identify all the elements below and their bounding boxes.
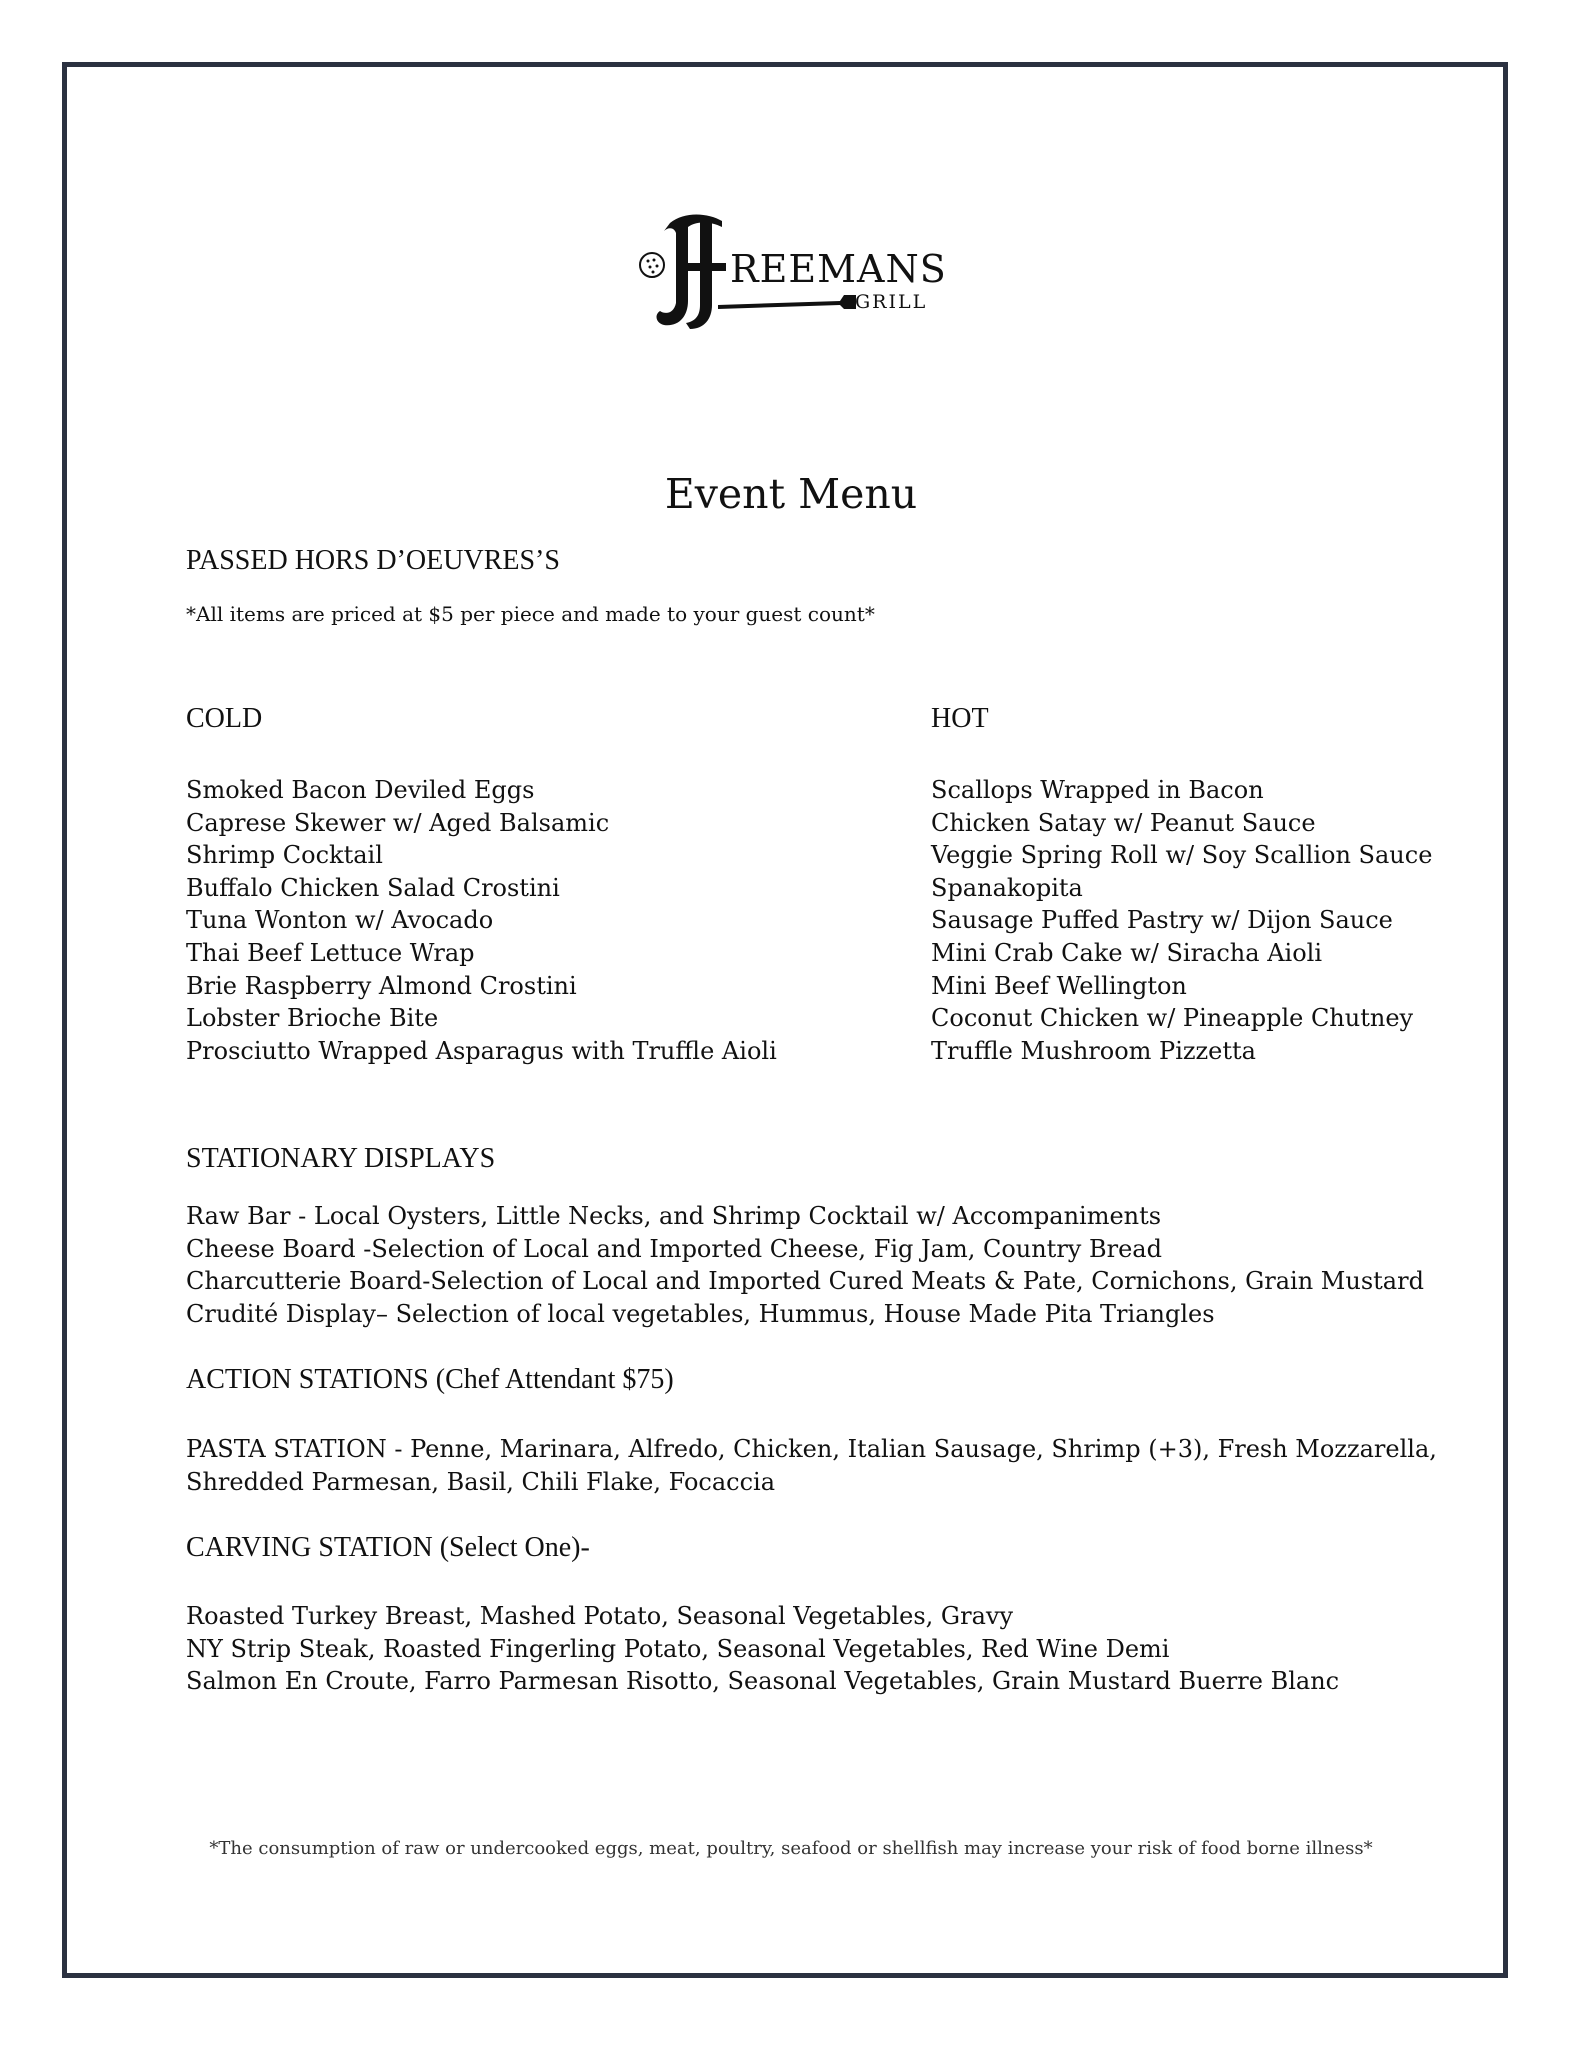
list-item: NY Strip Steak, Roasted Fingerling Potato, Seasonal Vegetables, Red Wine Demi [186,1634,1170,1663]
section-heading-passed: PASSED HORS D’OEUVRES’S [186,545,560,576]
pasta-station-text [186,1433,1437,1498]
logo-wordmark: REEMANS [730,247,947,291]
list-item: PASTA STATION - Penne, Marinara, Alfredo, Chicken, Italian Sausage, Shrimp (+3), Fresh Mozzarella, [186,1435,1437,1463]
cold-heading: COLD [186,703,263,734]
section-heading-stationary: STATIONARY DISPLAYS [186,1143,496,1174]
list-item: Charcutterie Board-Selection of Local and Imported Cured Meats & Pate, Cornichons, Grain Mustard [186,1267,1424,1296]
hot-heading: HOT [931,703,989,734]
hot-item-list [931,774,1432,1067]
list-item: Caprese Skewer w/ Aged Balsamic [186,808,610,837]
freemans-grill-logo [630,205,960,335]
logo-subtitle: GRILL [855,291,928,313]
list-item: Buffalo Chicken Salad Crostini [186,873,560,902]
list-item: Shrimp Cocktail [186,841,383,870]
list-item: Salmon En Croute, Farro Parmesan Risotto, Seasonal Vegetables, Grain Mustard Buerre Blanc [186,1667,1340,1696]
pricing-note: *All items are priced at $5 per piece and made to your guest count* [186,602,875,626]
list-item: Sausage Puffed Pastry w/ Dijon Sauce [931,906,1393,935]
list-item: Lobster Brioche Bite [186,1004,439,1033]
food-safety-disclaimer: *The consumption of raw or undercooked eggs, meat, poultry, seafood or shellfish may increase your risk of food borne illness* [209,1838,1373,1859]
list-item: Prosciutto Wrapped Asparagus with Truffle Aioli [186,1036,777,1065]
section-heading-carving: CARVING STATION (Select One)- [186,1532,590,1563]
list-item: Brie Raspberry Almond Crostini [186,971,577,1000]
section-heading-action: ACTION STATIONS (Chef Attendant $75) [186,1364,674,1395]
list-item: Thai Beef Lettuce Wrap [186,938,475,967]
list-item: Mini Beef Wellington [931,971,1187,1000]
list-item: Coconut Chicken w/ Pineapple Chutney [931,1004,1414,1033]
list-item: Smoked Bacon Deviled Eggs [186,776,535,804]
list-item: Mini Crab Cake w/ Siracha Aioli [931,938,1322,967]
list-item: Tuna Wonton w/ Avocado [186,906,494,935]
list-item: Roasted Turkey Breast, Mashed Potato, Seasonal Vegetables, Gravy [186,1602,1014,1630]
list-item: Cheese Board -Selection of Local and Imported Cheese, Fig Jam, Country Bread [186,1234,1162,1263]
list-item: Chicken Satay w/ Peanut Sauce [931,808,1316,837]
list-item: Raw Bar - Local Oysters, Little Necks, and Shrimp Cocktail w/ Accompaniments [186,1202,1162,1230]
list-item: Truffle Mushroom Pizzetta [931,1036,1256,1065]
list-item: Spanakopita [931,873,1083,902]
cold-item-list [186,774,777,1067]
list-item: Crudité Display– Selection of local vegetables, Hummus, House Made Pita Triangles [186,1299,1215,1328]
stationary-item-list [186,1200,1424,1330]
page-title: Event Menu [664,470,918,518]
carving-item-list [186,1600,1339,1698]
list-item: Shredded Parmesan, Basil, Chili Flake, Focaccia [186,1467,776,1496]
list-item: Scallops Wrapped in Bacon [931,776,1264,804]
list-item: Veggie Spring Roll w/ Soy Scallion Sauce [931,841,1433,870]
